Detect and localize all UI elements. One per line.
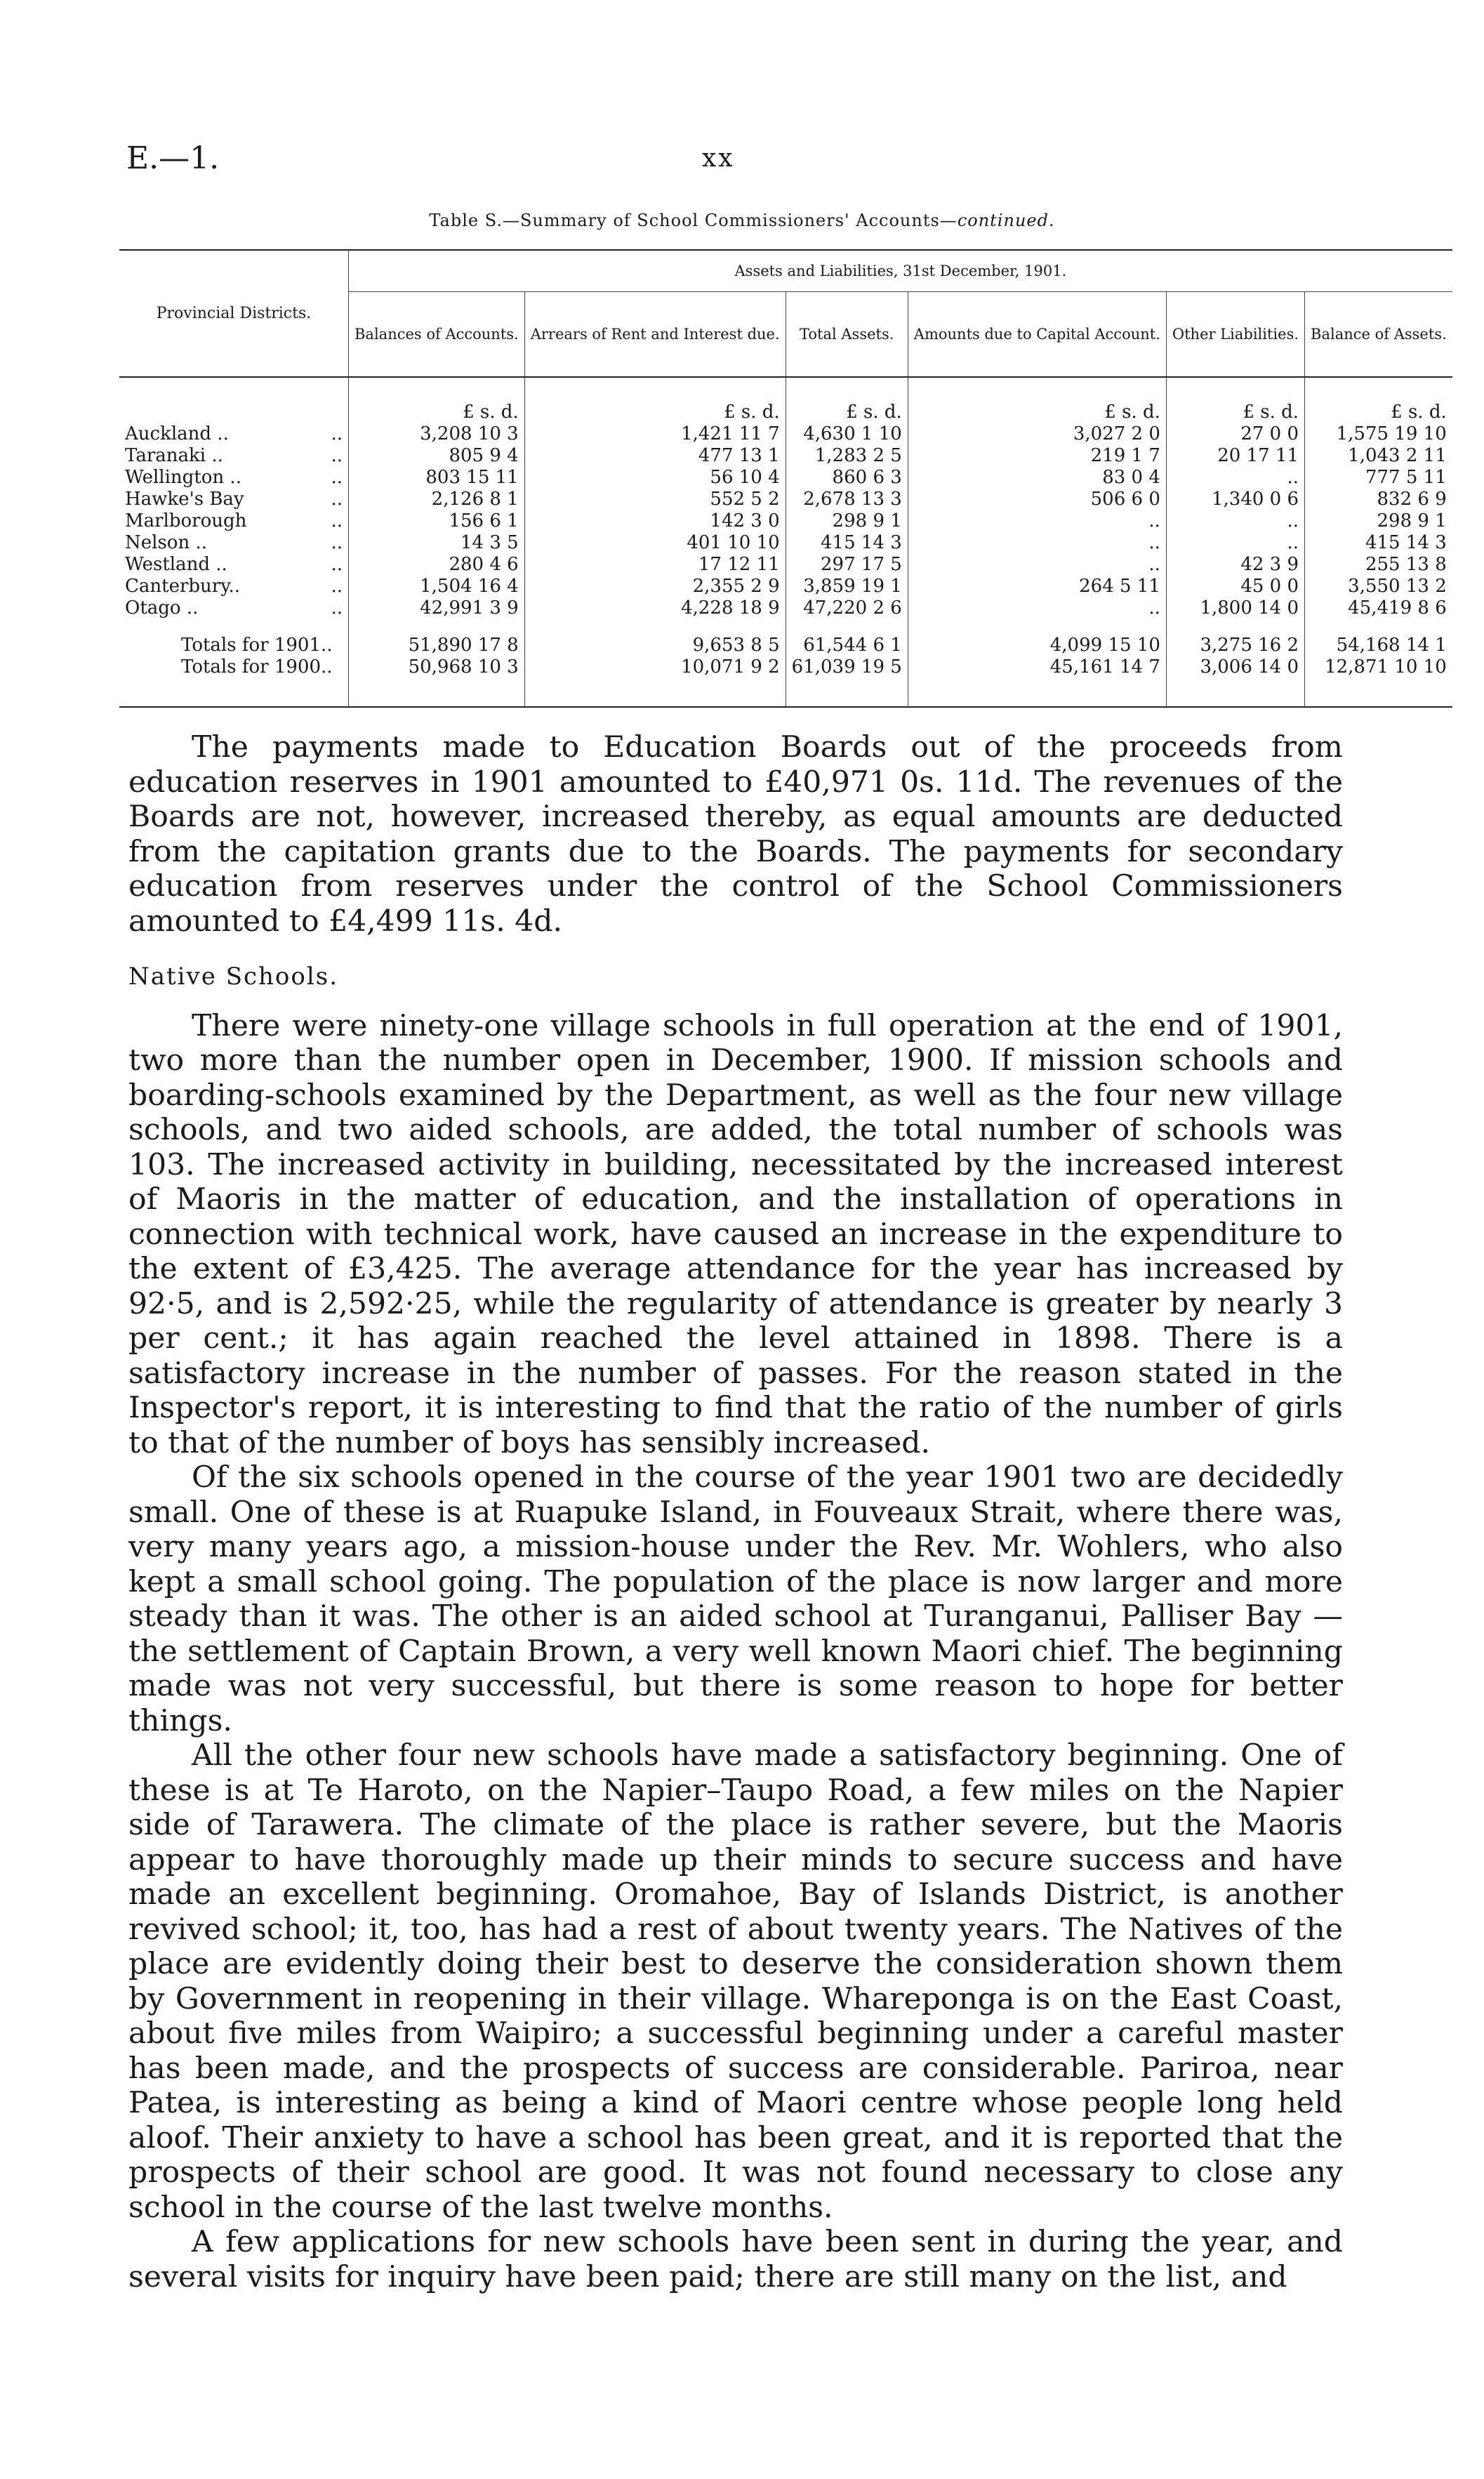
- table-cell: ..: [1166, 532, 1304, 554]
- table-cell: ..: [908, 554, 1166, 576]
- unit-label: £ s. d.: [1166, 378, 1304, 423]
- leader-dots: ..: [331, 554, 343, 575]
- unit-label: £ s. d.: [786, 378, 908, 423]
- table-cell: 4,630 1 10: [786, 423, 908, 445]
- leader-dots: ..: [331, 489, 343, 510]
- table-cell: 1,043 2 11: [1305, 445, 1452, 467]
- table-cell: 10,071 9 2: [524, 656, 786, 678]
- document-reference: E.—1.: [126, 140, 220, 176]
- assets-liabilities-header: Assets and Liabilities, 31st December, 1901.: [349, 251, 1452, 292]
- row-label: Hawke's Bay: [125, 489, 244, 510]
- row-label-cell: [119, 532, 349, 554]
- table-cell: 156 6 1: [349, 510, 525, 532]
- body-text: [128, 730, 1343, 2294]
- totals-row-1901: [119, 619, 1452, 656]
- table-cell: 3,550 13 2: [1305, 576, 1452, 597]
- leader-dots: ..: [331, 576, 343, 597]
- row-label-cell: [119, 510, 349, 532]
- table-cell: 61,544 6 1: [786, 619, 908, 656]
- row-label-cell: [119, 597, 349, 619]
- table-cell: 1,421 11 7: [524, 423, 786, 445]
- table-row: [119, 510, 1452, 532]
- table-cell: ..: [908, 532, 1166, 554]
- table-cell: 552 5 2: [524, 489, 786, 510]
- table-cell: 42 3 9: [1166, 554, 1304, 576]
- table-row: [119, 445, 1452, 467]
- col-header-balances: Balances of Accounts.: [349, 292, 525, 378]
- col-header-arrears: Arrears of Rent and Interest due.: [524, 292, 786, 378]
- col-header-balance-of-assets: Balance of Assets.: [1305, 292, 1452, 378]
- table-cell: 777 5 11: [1305, 467, 1452, 489]
- table-body: [119, 423, 1452, 619]
- row-label: Westland ..: [125, 554, 227, 575]
- row-label-cell: [119, 489, 349, 510]
- col-header-capital-account: Amounts due to Capital Account.: [908, 292, 1166, 378]
- table-cell: 219 1 7: [908, 445, 1166, 467]
- col-header-other-liabilities: Other Liabilities.: [1166, 292, 1304, 378]
- row-label-cell: [119, 423, 349, 445]
- paragraph: Of the six schools opened in the course of the year 1901 two are decidedly small. One of these is at Ruapuke Island, in Fouveaux Strait, where there was, very many years ago, a mission-house under the Rev. Mr. Wohlers, who also kept a small school going. The population of the place is now larger and more steady than it was. The other is an aided school at Turanganui, Palliser Bay —the settlement of Captain Brown, a very well known Maori chief. The beginning made was not very successful, but there is some reason to hope for better things.: [128, 1460, 1343, 1738]
- table-cell: 401 10 10: [524, 532, 786, 554]
- table-cell: 14 3 5: [349, 532, 525, 554]
- row-label-cell: [119, 445, 349, 467]
- units-row: [119, 378, 1452, 423]
- unit-label: £ s. d.: [1305, 378, 1452, 423]
- page-number: xx: [702, 144, 735, 173]
- leader-dots: ..: [331, 467, 343, 488]
- table-cell: 1,575 19 10: [1305, 423, 1452, 445]
- table-row: [119, 597, 1452, 619]
- table-cell: 2,355 2 9: [524, 576, 786, 597]
- table-cell: ..: [908, 510, 1166, 532]
- table-cell: 61,039 19 5: [786, 656, 908, 678]
- table-cell: 83 0 4: [908, 467, 1166, 489]
- leader-dots: ..: [331, 510, 343, 531]
- paragraph: There were ninety-one village schools in full operation at the end of 1901, two more than the number open in December, 1900. If mission schools and boarding-schools examined by the Department, as well as the four new village schools, and two aided schools, are added, the total number of schools was 103. The increased activity in building, necessitated by the increased interest of Maoris in the matter of education, and the installation of operations in connection with technical work, have caused an increase in the expenditure to the extent of £3,425. The average attendance for the year has increased by 92·5, and is 2,592·25, while the regularity of attendance is greater by nearly 3 per cent.; it has again reached the level attained in 1898. There is a satisfactory increase in the number of passes. For the reason stated in the Inspector's report, it is interesting to find that the ratio of the number of girls to that of the number of boys has sensibly increased.: [128, 1008, 1343, 1460]
- table-cell: 832 6 9: [1305, 489, 1452, 510]
- table-cell: 860 6 3: [786, 467, 908, 489]
- table-cell: 1,340 0 6: [1166, 489, 1304, 510]
- table-row: [119, 467, 1452, 489]
- row-label-cell: [119, 554, 349, 576]
- table-cell: 3,275 16 2: [1166, 619, 1304, 656]
- table-row: [119, 554, 1452, 576]
- table-cell: 9,653 8 5: [524, 619, 786, 656]
- table-cell: ..: [908, 597, 1166, 619]
- table-row: [119, 532, 1452, 554]
- table-cell: 297 17 5: [786, 554, 908, 576]
- table-cell: 805 9 4: [349, 445, 525, 467]
- table-cell: 47,220 2 6: [786, 597, 908, 619]
- table-cell: 506 6 0: [908, 489, 1166, 510]
- table-title: [0, 211, 1484, 230]
- table-cell: 3,006 14 0: [1166, 656, 1304, 678]
- table-cell: 255 13 8: [1305, 554, 1452, 576]
- table-cell: 3,859 19 1: [786, 576, 908, 597]
- row-label-cell: [119, 467, 349, 489]
- table-cell: 477 13 1: [524, 445, 786, 467]
- row-label: Marlborough: [125, 510, 247, 531]
- table-row: [119, 489, 1452, 510]
- table-cell: 1,504 16 4: [349, 576, 525, 597]
- table-row: [119, 423, 1452, 445]
- unit-label: £ s. d.: [908, 378, 1166, 423]
- row-label-cell: [119, 576, 349, 597]
- table-cell: 27 0 0: [1166, 423, 1304, 445]
- unit-label: £ s. d.: [349, 378, 525, 423]
- row-label: Wellington ..: [125, 467, 241, 488]
- row-label: Otago ..: [125, 597, 199, 619]
- table-cell: 56 10 4: [524, 467, 786, 489]
- table-cell: 4,099 15 10: [908, 619, 1166, 656]
- table-cell: 50,968 10 3: [349, 656, 525, 678]
- table-cell: 803 15 11: [349, 467, 525, 489]
- table-cell: 45,419 8 6: [1305, 597, 1452, 619]
- table-cell: 415 14 3: [1305, 532, 1452, 554]
- table-cell: 45 0 0: [1166, 576, 1304, 597]
- table-cell: 17 12 11: [524, 554, 786, 576]
- table-cell: 3,208 10 3: [349, 423, 525, 445]
- table-title-continued: continued.: [957, 211, 1055, 230]
- table-cell: 12,871 10 10: [1305, 656, 1452, 678]
- table-cell: 264 5 11: [908, 576, 1166, 597]
- table-cell: 3,027 2 0: [908, 423, 1166, 445]
- row-label: Totals for 1900..: [181, 656, 333, 677]
- table-cell: 1,800 14 0: [1166, 597, 1304, 619]
- row-label: Taranaki ..: [125, 445, 223, 466]
- table-title-main: Table S.—Summary of School Commissioners' Accounts—: [429, 211, 958, 230]
- table-cell: 2,678 13 3: [786, 489, 908, 510]
- unit-label: £ s. d.: [524, 378, 786, 423]
- row-label: Nelson ..: [125, 532, 207, 553]
- table-cell: 298 9 1: [786, 510, 908, 532]
- leader-dots: ..: [331, 423, 343, 444]
- paragraph: The payments made to Education Boards out of the proceeds from education reserves in 1901 amounted to £40,971 0s. 11d. The revenues of the Boards are not, however, increased thereby, as equal amounts are deducted from the capitation grants due to the Boards. The payments for secondary education from reserves under the control of the School Commissioners amounted to £4,499 11s. 4d.: [128, 730, 1343, 939]
- table-cell: ..: [1166, 510, 1304, 532]
- table-cell: 20 17 11: [1166, 445, 1304, 467]
- table-cell: 42,991 3 9: [349, 597, 525, 619]
- table-cell: 54,168 14 1: [1305, 619, 1452, 656]
- table-cell: 45,161 14 7: [908, 656, 1166, 678]
- col-header-total-assets: Total Assets.: [786, 292, 908, 378]
- accounts-table: [119, 249, 1452, 708]
- leader-dots: ..: [331, 445, 343, 466]
- row-label: Canterbury..: [125, 576, 240, 597]
- table-cell: ..: [1166, 467, 1304, 489]
- table-cell: 2,126 8 1: [349, 489, 525, 510]
- table-row: [119, 576, 1452, 597]
- table-cell: 4,228 18 9: [524, 597, 786, 619]
- table-cell: 298 9 1: [1305, 510, 1452, 532]
- leader-dots: ..: [331, 532, 343, 553]
- paragraph: A few applications for new schools have been sent in during the year, and several visits for inquiry have been paid; there are still many on the list, and: [128, 2225, 1343, 2294]
- provincial-districts-header: Provincial Districts.: [156, 305, 312, 322]
- table-cell: 51,890 17 8: [349, 619, 525, 656]
- row-label: Totals for 1901..: [181, 635, 333, 656]
- row-label: Auckland ..: [125, 423, 229, 444]
- paragraph: All the other four new schools have made a satisfactory beginning. One of these is at Te Haroto, on the Napier–Taupo Road, a few miles on the Napier side of Tarawera. The climate of the place is rather severe, but the Maoris appear to have thoroughly made up their minds to secure success and have made an excellent beginning. Oromahoe, Bay of Islands District, is another revived school; it, too, has had a rest of about twenty years. The Natives of the place are evidently doing their best to deserve the consideration shown them by Government in reopening in their village. Whareponga is on the East Coast, about five miles from Waipiro; a successful beginning under a careful master has been made, and the prospects of success are considerable. Pariroa, near Patea, is interesting as being a kind of Maori centre whose people long held aloof. Their anxiety to have a school has been great, and it is reported that the prospects of their school are good. It was not found necessary to close any school in the course of the last twelve months.: [128, 1738, 1343, 2225]
- table-cell: 142 3 0: [524, 510, 786, 532]
- table-cell: 280 4 6: [349, 554, 525, 576]
- table-cell: 415 14 3: [786, 532, 908, 554]
- leader-dots: ..: [331, 597, 343, 619]
- totals-row-1900: [119, 656, 1452, 678]
- section-heading: Native Schools.: [128, 963, 338, 991]
- table-cell: 1,283 2 5: [786, 445, 908, 467]
